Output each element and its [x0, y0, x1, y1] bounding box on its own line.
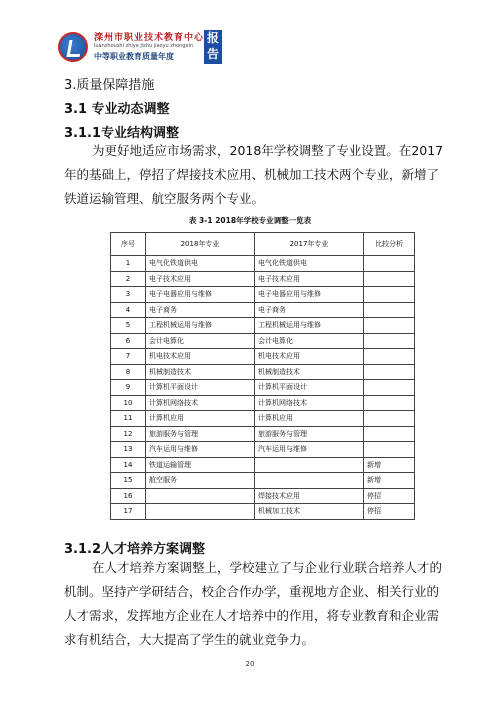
cell-compare	[364, 426, 415, 442]
cell-no: 13	[111, 442, 146, 458]
paragraph-3-1-2: 在人才培养方案调整上，学校建立了与企业行业联合培养人才的机制。坚持产学研结合，校企合作办学，重视地方企业、相关行业的人才需求，发挥地方企业在人才培养中的作用，将专业教育和企业需求有机结合，大大提高了学生的就业竞争力。	[64, 560, 443, 647]
header-2018: 2018年专业	[146, 233, 255, 256]
cell-y2018: 电气化铁道供电	[146, 256, 255, 272]
table-row	[111, 256, 415, 272]
cell-compare	[364, 380, 415, 396]
cell-compare: 新增	[364, 457, 415, 473]
cell-y2017: 工程机械运用与维修	[255, 318, 364, 334]
cell-compare	[364, 442, 415, 458]
table-row	[111, 411, 415, 427]
cell-no: 12	[111, 426, 146, 442]
cell-y2017: 机电技术应用	[255, 349, 364, 365]
cell-no: 6	[111, 333, 146, 349]
school-logo-icon	[58, 32, 88, 62]
cell-no: 8	[111, 364, 146, 380]
cell-y2018: 计算机平面设计	[146, 380, 255, 396]
cell-y2018: 航空服务	[146, 473, 255, 489]
table-row	[111, 457, 415, 473]
table-row	[111, 271, 415, 287]
paragraph-3-1-1: 为更好地适应市场需求，2018年学校调整了专业设置。在2017年的基础上，停招了焊接技术应用、机械加工技术两个专业，新增了铁道运输管理、航空服务两个专业。	[64, 143, 444, 206]
cell-y2018	[146, 504, 255, 520]
cell-no: 17	[111, 504, 146, 520]
header-no: 序号	[111, 233, 146, 256]
table-row	[111, 473, 415, 489]
header-2017: 2017年专业	[255, 233, 364, 256]
cell-compare: 停招	[364, 488, 415, 504]
cell-no: 14	[111, 457, 146, 473]
cell-compare	[364, 333, 415, 349]
badge-char-top: 报	[206, 31, 219, 45]
cell-no: 2	[111, 271, 146, 287]
cell-y2018: 电子电器应用与维修	[146, 287, 255, 303]
cell-y2018: 旅游服务与管理	[146, 426, 255, 442]
cell-y2017: 机械制造技术	[255, 364, 364, 380]
table-row	[111, 442, 415, 458]
report-badge	[204, 30, 222, 64]
cell-y2017: 电子技术应用	[255, 271, 364, 287]
cell-no: 1	[111, 256, 146, 272]
cell-y2017: 旅游服务与管理	[255, 426, 364, 442]
table-row	[111, 488, 415, 504]
cell-compare	[364, 287, 415, 303]
cell-y2018: 机械制造技术	[146, 364, 255, 380]
cell-y2017: 电气化铁道供电	[255, 256, 364, 272]
table-row	[111, 349, 415, 365]
cell-compare	[364, 395, 415, 411]
table-row	[111, 364, 415, 380]
cell-compare	[364, 271, 415, 287]
cell-y2017: 焊接技术应用	[255, 488, 364, 504]
table-row	[111, 318, 415, 334]
cell-y2018	[146, 488, 255, 504]
heading-3-1-1: 3.1.1专业结构调整	[64, 126, 180, 141]
table-row	[111, 504, 415, 520]
cell-y2017: 会计电算化	[255, 333, 364, 349]
header-pinyin: luanzhoushi zhiye jishu jiaoyu zhongxin	[94, 43, 194, 49]
table-header-row	[111, 233, 415, 256]
cell-no: 11	[111, 411, 146, 427]
cell-compare: 新增	[364, 473, 415, 489]
cell-y2018: 电子商务	[146, 302, 255, 318]
cell-compare	[364, 302, 415, 318]
cell-y2017: 电子商务	[255, 302, 364, 318]
cell-y2017	[255, 473, 364, 489]
table-caption: 表 3-1 2018年学校专业调整一览表	[188, 216, 312, 225]
cell-no: 9	[111, 380, 146, 396]
cell-compare	[364, 411, 415, 427]
cell-y2017	[255, 457, 364, 473]
header-title: 滦州市职业技术教育中心	[94, 33, 205, 43]
major-adjustment-table	[110, 232, 415, 520]
cell-compare	[364, 256, 415, 272]
table-row	[111, 333, 415, 349]
cell-compare	[364, 349, 415, 365]
cell-compare	[364, 364, 415, 380]
cell-y2018: 机电技术应用	[146, 349, 255, 365]
report-header	[58, 28, 218, 68]
page-number: 20	[245, 660, 255, 668]
cell-y2017: 机械加工技术	[255, 504, 364, 520]
table-row	[111, 395, 415, 411]
cell-y2017: 汽车运用与维修	[255, 442, 364, 458]
heading-3-1-2: 3.1.2人才培养方案调整	[64, 542, 206, 557]
section-heading: 3.质量保障措施	[64, 78, 155, 93]
cell-y2017: 计算机平面设计	[255, 380, 364, 396]
cell-y2018: 计算机网络技术	[146, 395, 255, 411]
cell-no: 15	[111, 473, 146, 489]
table-row	[111, 302, 415, 318]
cell-no: 10	[111, 395, 146, 411]
cell-compare	[364, 318, 415, 334]
cell-y2018: 电子技术应用	[146, 271, 255, 287]
table-row	[111, 380, 415, 396]
table-row	[111, 426, 415, 442]
cell-no: 7	[111, 349, 146, 365]
cell-y2018: 铁道运输管理	[146, 457, 255, 473]
cell-y2017: 计算机应用	[255, 411, 364, 427]
subsection-heading: 3.1 专业动态调整	[64, 102, 170, 117]
header-subtitle: 中等职业教育质量年度	[94, 52, 174, 61]
cell-y2018: 汽车运用与维修	[146, 442, 255, 458]
cell-y2018: 工程机械运用与维修	[146, 318, 255, 334]
badge-char-bottom: 告	[206, 47, 219, 61]
cell-no: 4	[111, 302, 146, 318]
header-compare: 比较分析	[364, 233, 415, 256]
cell-no: 16	[111, 488, 146, 504]
table-row	[111, 287, 415, 303]
cell-compare: 停招	[364, 504, 415, 520]
cell-y2017: 电子电器应用与维修	[255, 287, 364, 303]
cell-y2018: 计算机应用	[146, 411, 255, 427]
cell-y2018: 会计电算化	[146, 333, 255, 349]
cell-no: 3	[111, 287, 146, 303]
cell-y2017: 计算机网络技术	[255, 395, 364, 411]
cell-no: 5	[111, 318, 146, 334]
